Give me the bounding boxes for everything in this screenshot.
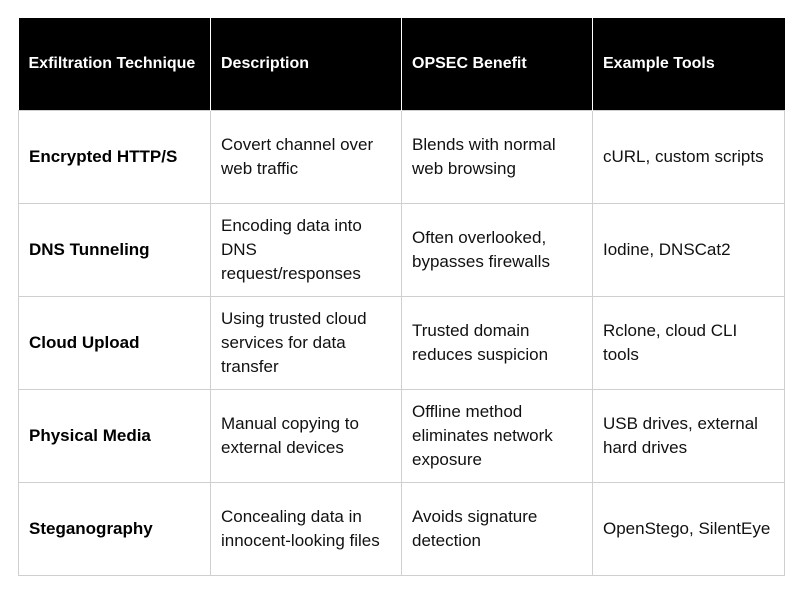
benefit-cell: Trusted domain reduces suspicion (402, 297, 593, 390)
technique-cell: Encrypted HTTP/S (19, 111, 211, 204)
tools-cell: Rclone, cloud CLI tools (593, 297, 785, 390)
technique-cell: DNS Tunneling (19, 204, 211, 297)
description-cell: Using trusted cloud services for data transfer (211, 297, 402, 390)
tools-cell: Iodine, DNSCat2 (593, 204, 785, 297)
table-body (19, 111, 785, 576)
exfiltration-table-container (18, 18, 784, 576)
table-row (19, 483, 785, 576)
table-row (19, 297, 785, 390)
table-header (19, 18, 785, 111)
description-cell: Concealing data in innocent-looking files (211, 483, 402, 576)
table-row (19, 111, 785, 204)
table-row (19, 390, 785, 483)
exfiltration-techniques-table (18, 18, 785, 576)
header-opsec-benefit: OPSEC Benefit (402, 18, 593, 111)
header-row (19, 18, 785, 111)
benefit-cell: Avoids signature detection (402, 483, 593, 576)
table-row (19, 204, 785, 297)
benefit-cell: Offline method eliminates network exposure (402, 390, 593, 483)
tools-cell: cURL, custom scripts (593, 111, 785, 204)
header-description: Description (211, 18, 402, 111)
description-cell: Encoding data into DNS request/responses (211, 204, 402, 297)
benefit-cell: Blends with normal web browsing (402, 111, 593, 204)
technique-cell: Cloud Upload (19, 297, 211, 390)
description-cell: Manual copying to external devices (211, 390, 402, 483)
header-example-tools: Example Tools (593, 18, 785, 111)
tools-cell: USB drives, external hard drives (593, 390, 785, 483)
technique-cell: Steganography (19, 483, 211, 576)
benefit-cell: Often overlooked, bypasses firewalls (402, 204, 593, 297)
description-cell: Covert channel over web traffic (211, 111, 402, 204)
technique-cell: Physical Media (19, 390, 211, 483)
header-technique: Exfiltration Technique (19, 18, 211, 111)
tools-cell: OpenStego, SilentEye (593, 483, 785, 576)
